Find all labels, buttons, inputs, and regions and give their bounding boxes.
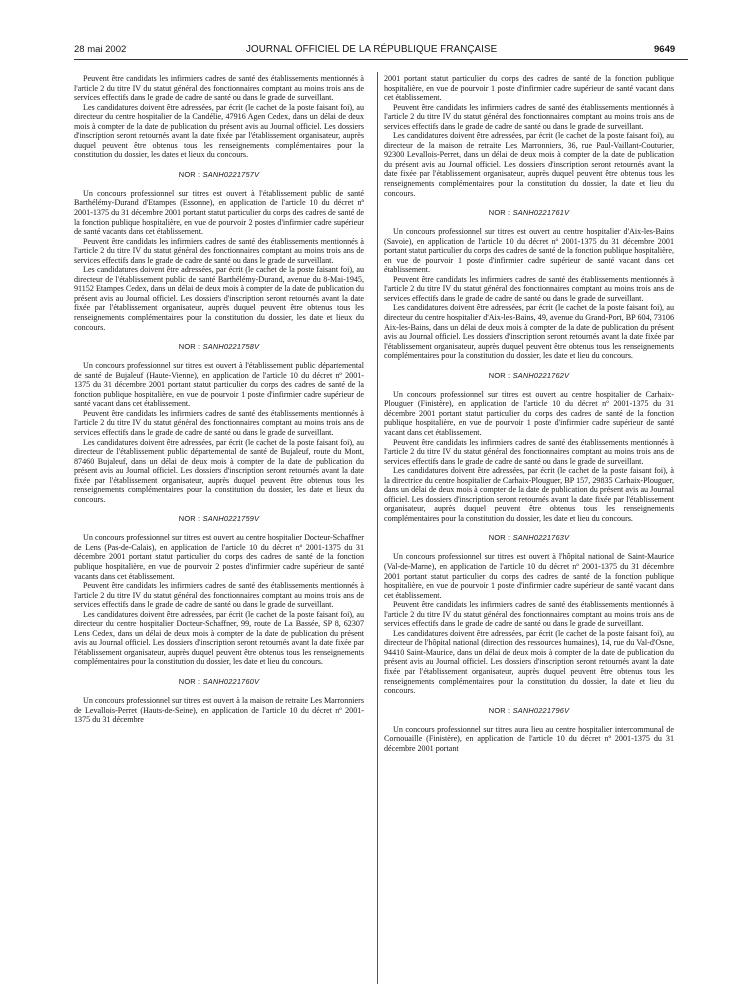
nor-label: NOR : <box>178 676 201 686</box>
paragraph: Un concours professionnel sur titres est ouvert à la maison de retraite Les Marronniers de Levallois-Perret (Hauts-de-Seine), en application de l'article 10 du décret nº 2001-1375 du 31 décembre <box>74 695 364 725</box>
paragraph: Un concours professionnel sur titres est ouvert à l'hôpital national de Saint-Maurice (Val-de-Marne), en application de l'article 10 du décret nº 2001-1375 du 31 décembre 2001 portant statut particulier du corps des cadres de santé de la fonction publique hospitalière, en vue de pourvoir 1 poste d'infirmier cadre supérieur de santé vacant dans cet établissement. <box>384 552 674 600</box>
paragraph: Les candidatures doivent être adressées, par écrit (le cachet de la poste faisant foi), au directeur de la maison de retraite Les Marronniers, 36, rue Paul-Vaillant-Couturier, 92300 Levallois-Perret, dans un délai de deux mois à compter de la date de publication du présent avis au Journal officiel. Les dossiers d'inscription seront retournés avant la date fixée par l'établissement organisateur, auprès duquel peuvent être obtenus tous les renseignements complémentaires pour la constitution du dossier, la date et lieu du concours. <box>384 131 674 198</box>
paragraph: Un concours professionnel sur titres est ouvert au centre hospitalier de Carhaix-Plouguer (Finistère), en application de l'article 10 du décret nº 2001-1375 du 31 décembre 2001 portant statut particulier du corps des cadres de santé de la fonction publique hospitalière, en vue de pourvoir 1 poste d'infirmier cadre supérieur de santé vacant dans cet établissement. <box>384 389 674 437</box>
nor-reference <box>74 514 364 523</box>
nor-label: NOR : <box>178 514 201 524</box>
nor-label: NOR : <box>178 169 201 179</box>
paragraph: Les candidatures doivent être adressées, par écrit (le cachet de la poste faisant foi), au directeur du centre hospitalier d'Aix-les-Bains, 49, avenue du Grand-Port, BP 604, 73106 Aix-les-Bains, dans un délai de deux mois à compter de la date de publication du présent avis au Journal officiel. Les dossiers d'inscription seront retournés avant la date fixée par l'établissement organisateur, auprès duquel peuvent être obtenus tous les renseignements complémentaires pour la constitution du dossier, les date et lieu du concours. <box>384 303 674 361</box>
paragraph: Les candidatures doivent être adressées, par écrit (le cachet de la poste faisant foi), à la directrice du centre hospitalier de Carhaix-Plouguer, BP 157, 29835 Carhaix-Plouguer, dans un délai de deux mois à compter de la date de publication du présent avis au Journal officiel. Les dossiers d'inscription seront retournés avant la date fixée par l'établissement organisateur, auprès duquel peuvent être obtenus tous les renseignements complémentaires pour la constitution du dossier, les date et lieu du concours. <box>384 466 674 523</box>
paragraph-continuation: 2001 portant statut particulier du corps des cadres de santé de la fonction publique hospitalière, en vue de pourvoir 1 poste d'infirmier cadre supérieur de santé vacant dans cet établissement. <box>384 74 674 103</box>
nor-reference <box>384 208 674 217</box>
right-column <box>384 74 674 984</box>
paragraph: Un concours professionnel sur titres est ouvert à l'établissement public départemental de santé de Bujaleuf (Haute-Vienne), en application de l'article 10 du décret nº 2001-1375 du 31 décembre 2001 portant statut particulier du corps des cadres de santé de la fonction publique hospitalière, en vue de pourvoir 1 poste d'infirmier cadre supérieur de santé vacant dans cet établissement. <box>74 361 364 409</box>
paragraph: Un concours professionnel sur titres est ouvert à l'établissement public de santé Barthélémy-Durand d'Etampes (Essonne), en application de l'article 10 du décret nº 2001-1375 du 31 décembre 2001 portant statut particulier du corps des cadres de santé de la fonction publique hospitalière, en vue de pourvoir 2 postes d'infirmier cadre supérieur de santé vacants dans cet établissement. <box>74 188 364 237</box>
header-page-number: 9649 <box>654 44 676 55</box>
nor-reference <box>384 706 674 715</box>
paragraph: Un concours professionnel sur titres aura lieu au centre hospitalier intercommunal de Cornouaille (Finistère), en application de l'article 10 du décret nº 2001-1375 du 31 décembre 2001 portant <box>384 724 674 753</box>
nor-reference <box>384 371 674 380</box>
nor-label: NOR : <box>178 342 201 352</box>
paragraph: Les candidatures doivent être adressées, par écrit (le cachet de la poste faisant foi), au directeur de l'établissement public départemental de santé de Bujaleuf, route du Mont, 87460 Bujaleuf, dans un délai de deux mois à compter de la date de publication du présent avis au Journal officiel. Les dossiers d'inscription seront retournés avant la date fixée par l'établissement organisateur, auprès duquel peuvent être obtenus tous les renseignements complémentaires pour la constitution du dossier, les date et lieux du concours. <box>74 437 364 504</box>
paragraph: Peuvent être candidats les infirmiers cadres de santé des établissements mentionnés à l'article 2 du titre IV du statut général des fonctionnaires comptant au moins trois ans de services effectifs dans le grade de cadre de santé ou dans le grade de surveillant. <box>74 581 364 610</box>
nor-code: SANH0221760V <box>202 676 260 686</box>
column-divider <box>377 72 378 984</box>
nor-reference <box>384 533 674 542</box>
header-title: JOURNAL OFFICIEL DE LA RÉPUBLIQUE FRANÇAISE <box>246 44 498 55</box>
paragraph: Peuvent être candidats les infirmiers cadres de santé des établissements mentionnés à l'article 2 du titre IV du statut général des fonctionnaires comptant au moins trois ans de services effectifs dans le grade de cadre de santé ou dans le grade de surveillant. <box>384 437 674 466</box>
nor-reference <box>74 677 364 686</box>
paragraph: Peuvent être candidats les infirmiers cadres de santé des établissements mentionnés à l'article 2 du titre IV du statut général des fonctionnaires comptant au moins trois ans de services effectifs dans le grade de cadre de santé ou dans le grade de surveillant. <box>74 236 364 265</box>
nor-code: SANH0221761V <box>512 208 570 218</box>
paragraph: Les candidatures doivent être adressées, par écrit (le cachet de la poste faisant foi), au directeur du centre hospitalier de la Candélie, 47916 Agen Cedex, dans un délai de deux mois à compter de la date de publication du présent avis au Journal officiel. Les dossiers d'inscription seront retournés avant la date fixée par l'établissement organisateur, auprès duquel peuvent être obtenus tous les renseignements complémentaires pour la constitution du dossier, les dates et lieux du concours. <box>74 102 364 160</box>
paragraph: Peuvent être candidats les infirmiers cadres de santé des établissements mentionnés à l'article 2 du titre IV du statut général des fonctionnaires comptant au moins trois ans de services effectifs dans le grade de cadre de santé ou dans le grade de surveillant. <box>384 600 674 629</box>
nor-code: SANH0221759V <box>202 514 260 524</box>
paragraph: Peuvent être candidats les infirmiers cadres de santé des établissements mentionnés à l'article 2 du titre IV du statut général des fonctionnaires comptant au moins trois ans de services effectifs dans le grade de cadre de santé ou dans le grade de surveillant. <box>384 102 674 131</box>
paragraph: Les candidatures doivent être adressées, par écrit (le cachet de la poste faisant foi), au directeur du centre hospitalier Docteur-Schaffner, 99, route de La Bassée, SP 8, 62307 Lens Cedex, dans un délai de deux mois à compter de la date de publication du présent avis au Journal officiel. Les dossiers d'inscription seront retournés avant la date fixée par l'établissement organisateur, auprès duquel peuvent être obtenus tous les renseignements complémentaires pour la constitution du dossier, les date et lieu du concours. <box>74 609 364 667</box>
header-date: 28 mai 2002 <box>74 44 127 55</box>
nor-code: SANH0221763V <box>512 533 570 543</box>
paragraph: Peuvent être candidats les infirmiers cadres de santé des établissements mentionnés à l'article 2 du titre IV du statut général des fonctionnaires comptant au moins trois ans de services effectifs dans le grade de cadre de santé ou dans le grade de surveillant. <box>74 408 364 437</box>
nor-label: NOR : <box>488 208 511 218</box>
nor-label: NOR : <box>488 705 511 715</box>
nor-reference <box>74 170 364 179</box>
paragraph: Les candidatures doivent être adressées, par écrit (le cachet de la poste faisant foi), au directeur de l'hôpital national (direction des ressources humaines), 14, rue du Val-d'Osne, 94410 Saint-Maurice, dans un délai de deux mois à compter de la date de publication du présent avis au Journal officiel. Les dossiers d'inscription seront retournés avant la date fixée par l'établissement organisateur, auprès duquel peuvent être obtenus tous les renseignements complémentaires pour la constitution du dossier, la date et lieu du concours. <box>384 628 674 696</box>
nor-code: SANH0221757V <box>202 169 260 179</box>
paragraph: Peuvent être candidats les infirmiers cadres de santé des établissements mentionnés à l'article 2 du titre IV du statut général des fonctionnaires comptant au moins trois ans de services effectifs dans le grade de cadre de santé ou dans le grade de surveillant. <box>74 74 364 103</box>
nor-label: NOR : <box>488 370 511 380</box>
left-column <box>74 74 364 984</box>
paragraph: Un concours professionnel sur titres est ouvert au centre hospitalier Docteur-Schaffner de Lens (Pas-de-Calais), en application de l'article 10 du décret nº 2001-1375 du 31 décembre 2001 portant statut particulier du corps des cadres de santé de la fonction publique hospitalière, en vue de pourvoir 2 postes d'infirmier cadre supérieur de santé vacants dans cet établissement. <box>74 533 364 581</box>
nor-code: SANH0221796V <box>512 705 570 715</box>
nor-label: NOR : <box>488 533 511 543</box>
paragraph: Les candidatures doivent être adressées, par écrit (le cachet de la poste faisant foi), au directeur de l'établissement public de santé Barthélémy-Durand, avenue du 8-Mai-1945, 91152 Etampes Cedex, dans un délai de deux mois à compter de la date de publication du présent avis au Journal officiel. Les dossiers d'inscription seront retournés avant la date fixée par l'établissement organisateur, auprès duquel peuvent être obtenus tous les renseignements complémentaires pour la constitution du dossier, les date et lieux du concours. <box>74 265 364 332</box>
paragraph: Peuvent être candidats les infirmiers cadres de santé des établissements mentionnés à l'article 2 du titre IV du statut général des fonctionnaires comptant au moins trois ans de services effectifs dans le grade de cadre de santé ou dans le grade de surveillant. <box>384 274 674 303</box>
header-rule <box>74 59 688 60</box>
nor-code: SANH0221758V <box>202 342 260 352</box>
nor-reference <box>74 342 364 351</box>
nor-code: SANH0221762V <box>512 370 570 380</box>
paragraph: Un concours professionnel sur titres est ouvert au centre hospitalier d'Aix-les-Bains (Savoie), en application de l'article 10 du décret nº 2001-1375 du 31 décembre 2001 portant statut particulier du corps des cadres de santé de la fonction publique hospitalière, en vue de pourvoir 1 poste d'infirmier cadre supérieur de santé vacant dans cet établissement. <box>384 227 674 275</box>
